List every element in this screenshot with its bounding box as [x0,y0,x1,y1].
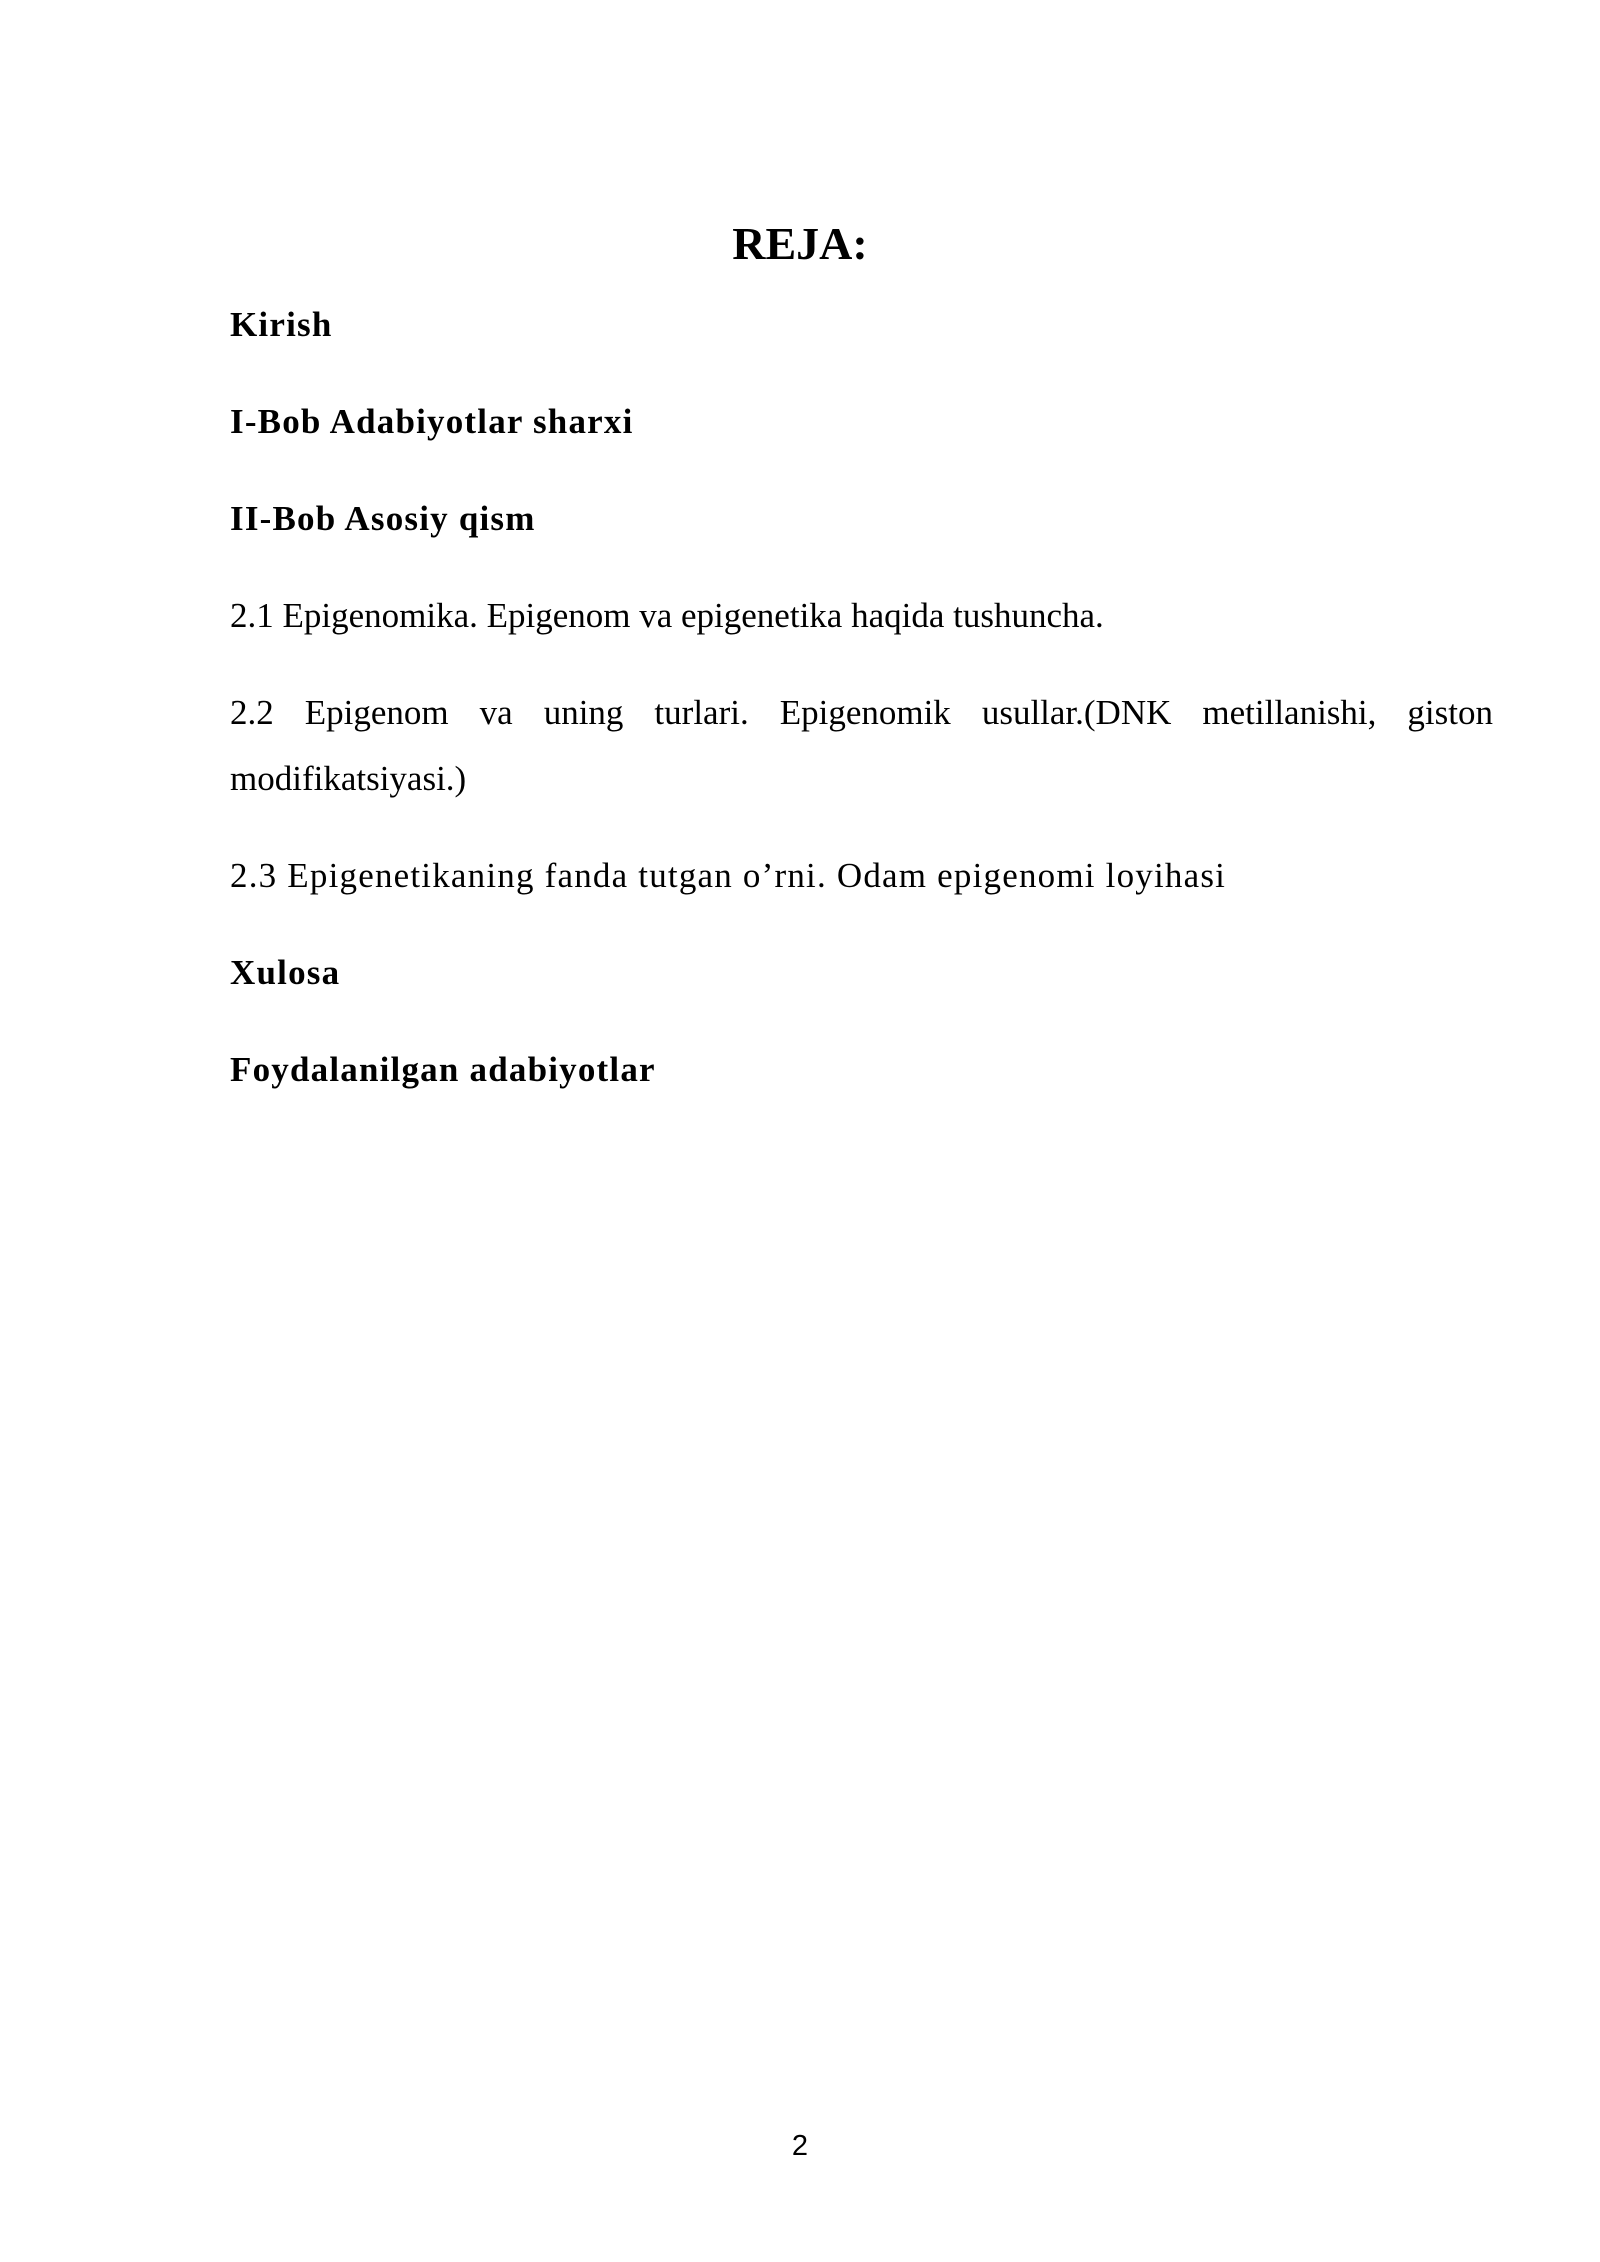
toc-item-kirish: Kirish [230,305,333,344]
toc-item-section-2-2-line1: 2.2 Epigenom va uning turlari. Epigenomik usullar.(DNK metillanishi, giston [230,693,1493,732]
page-title: REJA: [732,218,868,269]
page-number: 2 [791,2130,809,2162]
toc-item-chapter-1: I-Bob Adabiyotlar sharxi [230,402,634,441]
toc-item-section-2-2-line2: modifikatsiyasi.) [230,759,467,798]
toc-item-xulosa: Xulosa [230,953,341,992]
toc-item-chapter-2: II-Bob Asosiy qism [230,499,536,538]
toc-item-section-2-3: 2.3 Epigenetikaning fanda tutgan o’rni. Odam epigenomi loyihasi [230,856,1227,895]
toc-item-section-2-2 [230,680,1493,812]
toc-item-section-2-1: 2.1 Epigenomika. Epigenom va epigenetika haqida tushuncha. [230,596,1104,635]
toc-item-references: Foydalanilgan adabiyotlar [230,1050,656,1089]
